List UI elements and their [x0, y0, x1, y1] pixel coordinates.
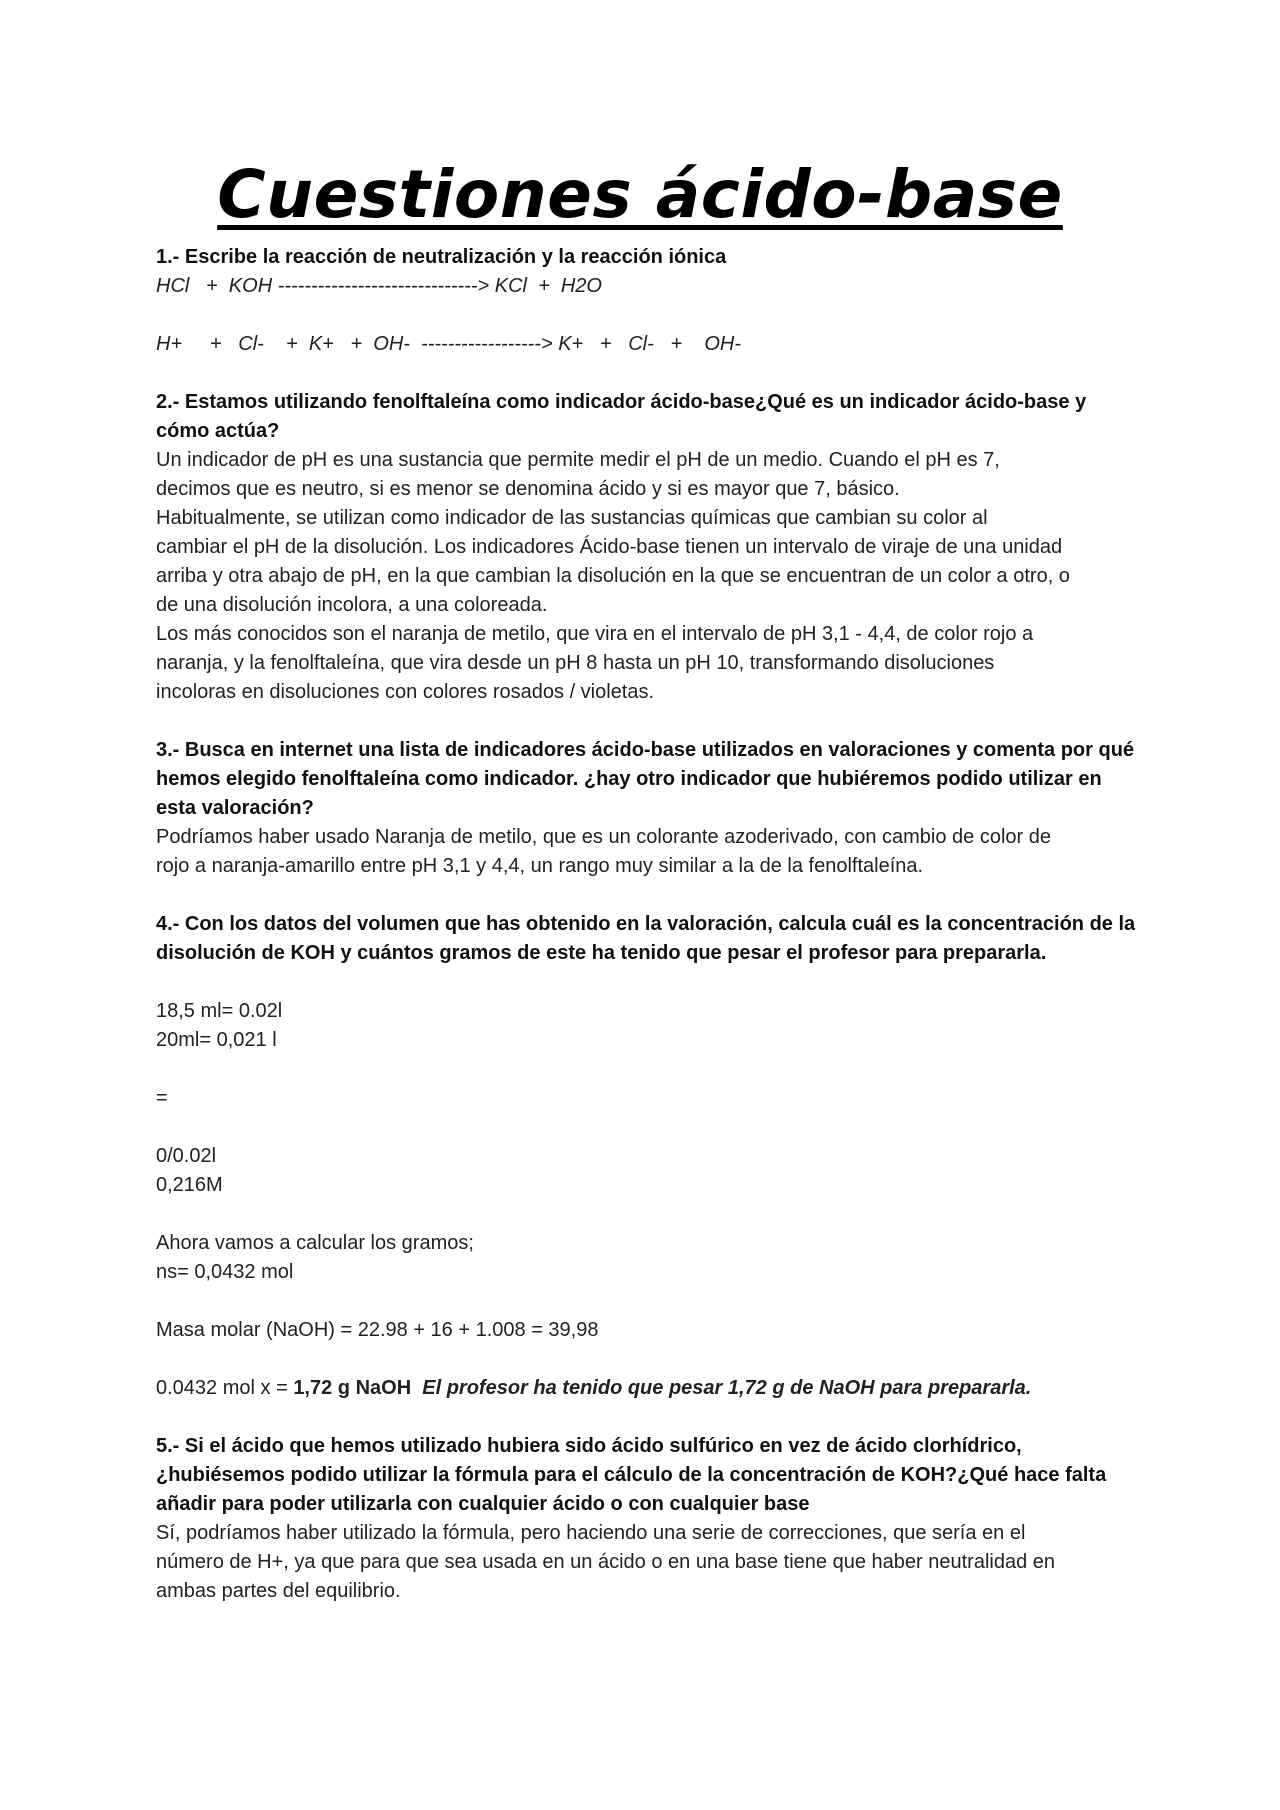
equals-line: = [156, 1087, 168, 1109]
document-title: Cuestiones ácido-base [217, 156, 1063, 233]
answer-5 [156, 1519, 1140, 1606]
mass-result-bold: 1,72 g NaOH [293, 1377, 412, 1399]
concentration-result: 0,216M [156, 1174, 223, 1196]
answer-3-line: Podríamos haber usado Naranja de metilo, que es un colorante azoderivado, con cambio de color de [156, 826, 1051, 848]
answer-2 [156, 446, 1140, 707]
molar-mass-line: Masa molar (NaOH) = 22.98 + 16 + 1.008 = 39,98 [156, 1319, 599, 1341]
answer-2-line: Un indicador de pH es una sustancia que permite medir el pH de un medio. Cuando el pH es 7, [156, 449, 1000, 471]
answer-3-line: rojo a naranja-amarillo entre pH 3,1 y 4,4, un rango muy similar a la de la fenolftaleína. [156, 855, 924, 877]
concentration-calc: 0/0.02l [156, 1145, 217, 1167]
neutralization-equation: HCl + KOH ------------------------------> KCl + H2O [156, 275, 602, 297]
moles-value: ns= 0,0432 mol [156, 1261, 294, 1283]
ionic-equation: H+ + Cl- + K+ + OH- ------------------> K+ + Cl- + OH- [156, 333, 742, 355]
question-5: 5.- Si el ácido que hemos utilizado hubiera sido ácido sulfúrico en vez de ácido clorhídrico,¿hubiésemos podido utilizar la fórmula para el cálculo de la concentración de KOH?¿Qué hace falta añadir para poder utilizarla con cualquier ácido o con cualquier base [156, 1435, 1107, 1515]
answer-2-line: Los más conocidos son el naranja de metilo, que vira en el intervalo de pH 3,1 - 4,4, de color rojo a [156, 623, 1034, 645]
answer-2-line: incoloras en disoluciones con colores rosados / violetas. [156, 681, 655, 703]
volume-value-1: 18,5 ml= 0.02l [156, 1000, 283, 1022]
answer-2-line: Habitualmente, se utilizan como indicador de las sustancias químicas que cambian su color al [156, 507, 988, 529]
question-2: 2.- Estamos utilizando fenolftaleína como indicador ácido-base¿Qué es un indicador ácido-base y cómo actúa? [156, 391, 1087, 442]
answer-5-line: Sí, podríamos haber utilizado la fórmula, pero haciendo una serie de correcciones, que sería en el [156, 1522, 1026, 1544]
mass-result-conclusion: El profesor ha tenido que pesar 1,72 g de NaOH para prepararla. [422, 1377, 1032, 1399]
answer-2-line: decimos que es neutro, si es menor se denomina ácido y si es mayor que 7, básico. [156, 478, 900, 500]
answer-5-line: número de H+, ya que para que sea usada en un ácido o en una base tiene que haber neutralidad en [156, 1551, 1056, 1573]
question-1: 1.- Escribe la reacción de neutralización y la reacción iónica [156, 246, 727, 268]
answer-3 [156, 823, 1140, 881]
answer-2-line: naranja, y la fenolftaleína, que vira desde un pH 8 hasta un pH 10, transformando disoluciones [156, 652, 995, 674]
document-body [156, 243, 1140, 1606]
mass-result-line [156, 1374, 1140, 1403]
answer-5-line: ambas partes del equilibrio. [156, 1580, 401, 1602]
volume-value-2: 20ml= 0,021 l [156, 1029, 277, 1051]
answer-2-line: de una disolución incolora, a una coloreada. [156, 594, 548, 616]
question-3: 3.- Busca en internet una lista de indicadores ácido-base utilizados en valoraciones y comenta por qué hemos elegido fenolftaleína como indicador. ¿hay otro indicador que hubiéremos podido utilizar en esta valoración? [156, 739, 1135, 819]
answer-2-line: cambiar el pH de la disolución. Los indicadores Ácido-base tienen un intervalo de viraje de una unidad [156, 536, 1063, 558]
grams-intro: Ahora vamos a calcular los gramos; [156, 1232, 474, 1254]
mass-result-prefix: 0.0432 mol x = [156, 1377, 294, 1399]
question-4: 4.- Con los datos del volumen que has obtenido en la valoración, calcula cuál es la concentración de la disolución de KOH y cuántos gramos de este ha tenido que pesar el profesor para prepararla. [156, 913, 1136, 964]
answer-2-line: arriba y otra abajo de pH, en la que cambian la disolución en la que se encuentran de un color a otro, o [156, 565, 1070, 587]
